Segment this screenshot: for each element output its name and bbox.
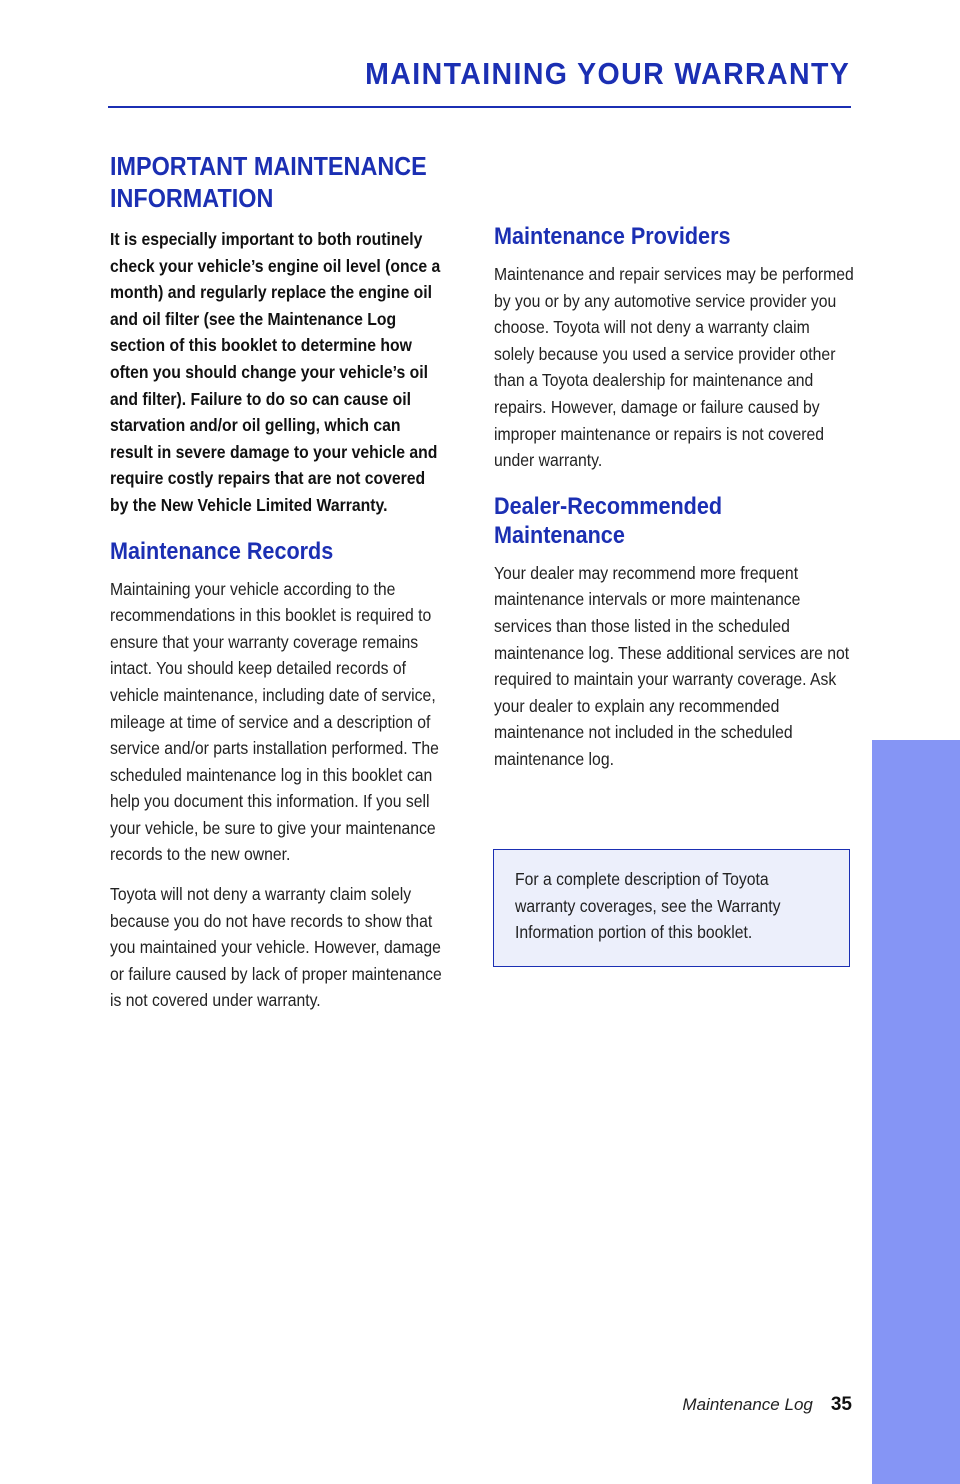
page-number: 35 xyxy=(830,1394,852,1415)
section-title xyxy=(110,150,443,214)
dealer-recommended-heading xyxy=(494,492,845,550)
maintenance-records-paragraph-1: Maintaining your vehicle according to the recommendations in this booklet is required to ensure that your warranty coverage remains intact. You should keep detailed records of vehicle maintenance, including date of service, mileage at time of service and a description of service and/or parts installation performed. The scheduled maintenance log in this booklet can help you document this information. If you sell your vehicle, be sure to give your maintenance records to the new owner. xyxy=(110,578,439,865)
dealer-heading-line-1: Dealer-Recommended xyxy=(494,492,723,520)
footer-section-label: Maintenance Log xyxy=(682,1395,813,1414)
section-title-line-2: INFORMATION xyxy=(110,183,274,213)
maintenance-providers-paragraph: Maintenance and repair services may be performed by you or by any automotive service provider you choose. Toyota will not deny a warranty claim solely because you used a service provider other than a Toyota dealership for maintenance and repairs. However, damage or failure caused by improper maintenance or repairs is not covered under warranty. xyxy=(494,264,854,471)
maintenance-records-paragraph-2: Toyota will not deny a warranty claim solely because you do not have records to show that you maintained your vehicle. However, damage or failure caused by lack of proper maintenance is not covered under warranty. xyxy=(110,884,442,1011)
important-lead-paragraph: It is especially important to both routinely check your vehicle’s engine oil level (once a month) and regularly replace the engine oil and oil filter (see the Maintenance Log section of this booklet to determine how often you should change your vehicle’s oil and filter). Failure to do so can cause oil starvation and/or oil gelling, which can result in severe damage to your vehicle and require costly repairs that are not covered by the New Vehicle Limited Warranty. xyxy=(110,229,441,515)
maintenance-records-heading: Maintenance Records xyxy=(110,537,334,565)
dealer-heading-line-2: Maintenance xyxy=(494,521,625,549)
left-column xyxy=(110,150,445,1027)
page-header-title: MAINTAINING YOUR WARRANTY xyxy=(364,56,850,91)
warranty-note-box xyxy=(493,849,850,967)
section-title-line-1: IMPORTANT MAINTENANCE xyxy=(110,151,427,181)
header-divider xyxy=(108,106,851,108)
warranty-note-text: For a complete description of Toyota warranty coverages, see the Warranty Information portion of this booklet. xyxy=(515,869,781,943)
right-column xyxy=(494,222,854,786)
maintenance-providers-heading: Maintenance Providers xyxy=(494,223,731,250)
side-tab-label: MAINTENANCE xyxy=(25,964,64,1260)
page-footer xyxy=(682,1394,852,1416)
dealer-recommended-paragraph: Your dealer may recommend more frequent maintenance intervals or more maintenance services than those listed in the scheduled maintenance log. These additional services are not required to maintain your warranty coverage. Ask your dealer to explain any recommended maintenance not included in the scheduled maintenance log. xyxy=(494,562,850,769)
section-side-tab xyxy=(872,740,960,1484)
